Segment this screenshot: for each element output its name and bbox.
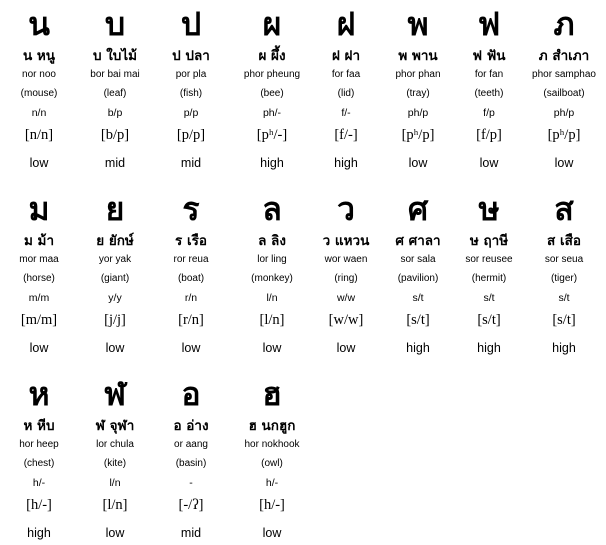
thai-example-word: ร เรือ (175, 233, 207, 249)
romanized-name: phor samphao (532, 69, 596, 80)
english-meaning: (pavilion) (397, 273, 439, 284)
romanized-name: phor pheung (243, 69, 301, 80)
ipa-pronunciation: [-/ʔ] (178, 497, 204, 513)
thai-example-word: ษ ฤาษี (469, 233, 509, 249)
consonant-card (77, 375, 153, 545)
consonant-card (451, 5, 527, 175)
english-meaning: (teeth) (474, 88, 504, 99)
ipa-pronunciation: [n/n] (24, 127, 54, 143)
thai-example-word: ผ ผึ้ง (258, 48, 286, 64)
transliteration: s/t (412, 292, 424, 304)
consonant-class: high (27, 526, 51, 540)
thai-example-word: ล ลิง (258, 233, 286, 249)
ipa-pronunciation: [b/p] (100, 127, 130, 143)
consonant-letter: ป (180, 5, 202, 43)
english-meaning: (bee) (260, 88, 284, 99)
ipa-pronunciation: [m/m] (20, 312, 58, 328)
consonant-class: high (334, 156, 358, 170)
consonant-letter: ภ (553, 5, 575, 43)
transliteration: n/n (31, 107, 47, 119)
transliteration: s/t (558, 292, 570, 304)
english-meaning: (chest) (23, 458, 55, 469)
transliteration: ph/p (553, 107, 575, 119)
consonant-card (77, 190, 153, 360)
romanized-name: for faa (331, 69, 361, 80)
english-meaning: (owl) (261, 458, 283, 469)
consonant-letter: ศ (407, 190, 429, 228)
romanized-name: mor maa (19, 254, 59, 265)
consonant-class: low (29, 156, 49, 170)
english-meaning: (kite) (103, 458, 127, 469)
romanized-name: hor heep (19, 439, 59, 450)
english-meaning: (hermit) (471, 273, 507, 284)
romanized-name: sor sala (400, 254, 436, 265)
consonant-card (380, 5, 456, 175)
thai-example-word: ภ สำเภา (538, 48, 590, 64)
consonant-letter: ล (262, 190, 282, 228)
thai-example-word: ย ยักษ์ (96, 233, 134, 249)
ipa-pronunciation: [h/-] (259, 497, 285, 513)
consonant-letter: ฮ (262, 375, 282, 413)
thai-example-word: ฟ ฟัน (472, 48, 506, 64)
romanized-name: lor ling (257, 254, 287, 265)
english-meaning: (mouse) (20, 88, 58, 99)
english-meaning: (monkey) (251, 273, 293, 284)
english-meaning: (sailboat) (543, 88, 585, 99)
consonant-card (234, 190, 310, 360)
thai-example-word: ม ม้า (23, 233, 55, 249)
transliteration: p/p (183, 107, 199, 119)
romanized-name: nor noo (22, 69, 56, 80)
transliteration: h/- (32, 477, 46, 489)
consonant-class: high (477, 341, 501, 355)
consonant-letter: ห (28, 375, 50, 413)
thai-example-word: ห หีบ (23, 418, 55, 434)
romanized-name: sor reusee (465, 254, 513, 265)
english-meaning: (ring) (334, 273, 358, 284)
english-meaning: (tray) (406, 88, 430, 99)
thai-example-word: น หนู (22, 48, 56, 64)
ipa-pronunciation: [r/n] (178, 312, 204, 328)
consonant-class: mid (180, 526, 202, 540)
thai-example-word: อ อ่าง (173, 418, 209, 434)
thai-example-word: ศ ศาลา (395, 233, 441, 249)
transliteration: f/p (483, 107, 495, 119)
english-meaning: (leaf) (103, 88, 127, 99)
transliteration: l/n (266, 292, 278, 304)
ipa-pronunciation: [f/-] (334, 127, 358, 143)
romanized-name: for fan (474, 69, 504, 80)
romanized-name: lor chula (96, 439, 134, 450)
consonant-letter: ฟ (477, 5, 501, 43)
consonant-card (526, 190, 602, 360)
consonant-card (234, 375, 310, 545)
consonant-class: low (105, 341, 125, 355)
thai-example-word: บ ใบไม้ (92, 48, 138, 64)
consonant-letter: บ (104, 5, 126, 43)
consonant-letter: ร (182, 190, 200, 228)
ipa-pronunciation: [f/p] (476, 127, 502, 143)
consonant-letter: ฬ (104, 375, 126, 413)
thai-example-word: ฬ จุฬา (95, 418, 135, 434)
consonant-class: low (336, 341, 356, 355)
ipa-pronunciation: [s/t] (552, 312, 576, 328)
transliteration: r/n (184, 292, 198, 304)
transliteration: ph/p (407, 107, 429, 119)
ipa-pronunciation: [p/p] (176, 127, 206, 143)
consonant-letter: พ (407, 5, 429, 43)
ipa-pronunciation: [pʰ/p] (547, 127, 581, 143)
romanized-name: hor nokhook (244, 439, 300, 450)
consonant-card (1, 5, 77, 175)
romanized-name: por pla (175, 69, 207, 80)
thai-example-word: ฮ นกฮูก (248, 418, 296, 434)
consonant-card (451, 190, 527, 360)
consonant-class: low (181, 341, 201, 355)
romanized-name: phor phan (395, 69, 441, 80)
ipa-pronunciation: [h/-] (26, 497, 52, 513)
consonant-letter: ม (28, 190, 50, 228)
ipa-pronunciation: [l/n] (102, 497, 128, 513)
consonant-card (1, 190, 77, 360)
consonant-letter: อ (181, 375, 201, 413)
romanized-name: ror reua (173, 254, 209, 265)
transliteration: s/t (483, 292, 495, 304)
english-meaning: (tiger) (550, 273, 578, 284)
english-meaning: (horse) (23, 273, 55, 284)
transliteration: y/y (108, 292, 122, 304)
consonant-class: high (552, 341, 576, 355)
transliteration: w/w (336, 292, 356, 304)
consonant-card (77, 5, 153, 175)
thai-example-word: ฝ ฝา (331, 48, 361, 64)
consonant-card (1, 375, 77, 545)
thai-example-word: ป ปลา (172, 48, 210, 64)
transliteration: h/- (265, 477, 279, 489)
consonant-card (380, 190, 456, 360)
consonant-class: low (479, 156, 499, 170)
ipa-pronunciation: [pʰ/-] (256, 127, 288, 143)
ipa-pronunciation: [s/t] (477, 312, 501, 328)
romanized-name: yor yak (98, 254, 132, 265)
thai-example-word: ส เสือ (547, 233, 581, 249)
consonant-card (308, 190, 384, 360)
romanized-name: or aang (174, 439, 208, 450)
consonant-card (526, 5, 602, 175)
consonant-card (308, 5, 384, 175)
romanized-name: wor waen (324, 254, 368, 265)
consonant-letter: ย (105, 190, 125, 228)
transliteration: m/m (28, 292, 50, 304)
romanized-name: bor bai mai (90, 69, 140, 80)
consonant-card (153, 375, 229, 545)
english-meaning: (boat) (177, 273, 205, 284)
thai-example-word: ว แหวน (322, 233, 370, 249)
english-meaning: (lid) (337, 88, 355, 99)
consonant-class: mid (180, 156, 202, 170)
consonant-card (234, 5, 310, 175)
romanized-name: sor seua (544, 254, 584, 265)
ipa-pronunciation: [s/t] (406, 312, 430, 328)
consonant-letter: น (28, 5, 50, 43)
consonant-letter: ฝ (336, 5, 356, 43)
consonant-class: low (29, 341, 49, 355)
ipa-pronunciation: [pʰ/p] (401, 127, 435, 143)
consonant-letter: ผ (262, 5, 282, 43)
consonant-card (153, 190, 229, 360)
english-meaning: (giant) (100, 273, 130, 284)
transliteration: b/p (107, 107, 123, 119)
consonant-card (153, 5, 229, 175)
transliteration: - (189, 477, 193, 489)
consonant-class: high (260, 156, 284, 170)
consonant-class: low (105, 526, 125, 540)
consonant-class: low (262, 341, 282, 355)
thai-example-word: พ พาน (398, 48, 438, 64)
consonant-letter: ว (337, 190, 355, 228)
english-meaning: (basin) (175, 458, 207, 469)
transliteration: ph/- (262, 107, 282, 119)
consonant-class: low (554, 156, 574, 170)
consonant-class: high (406, 341, 430, 355)
ipa-pronunciation: [l/n] (259, 312, 285, 328)
consonant-class: low (262, 526, 282, 540)
consonant-letter: ษ (478, 190, 500, 228)
transliteration: f/- (341, 107, 351, 119)
consonant-letter: ส (554, 190, 574, 228)
consonant-class: low (408, 156, 428, 170)
ipa-pronunciation: [j/j] (104, 312, 126, 328)
consonant-class: mid (104, 156, 126, 170)
english-meaning: (fish) (179, 88, 203, 99)
ipa-pronunciation: [w/w] (328, 312, 364, 328)
transliteration: l/n (109, 477, 121, 489)
